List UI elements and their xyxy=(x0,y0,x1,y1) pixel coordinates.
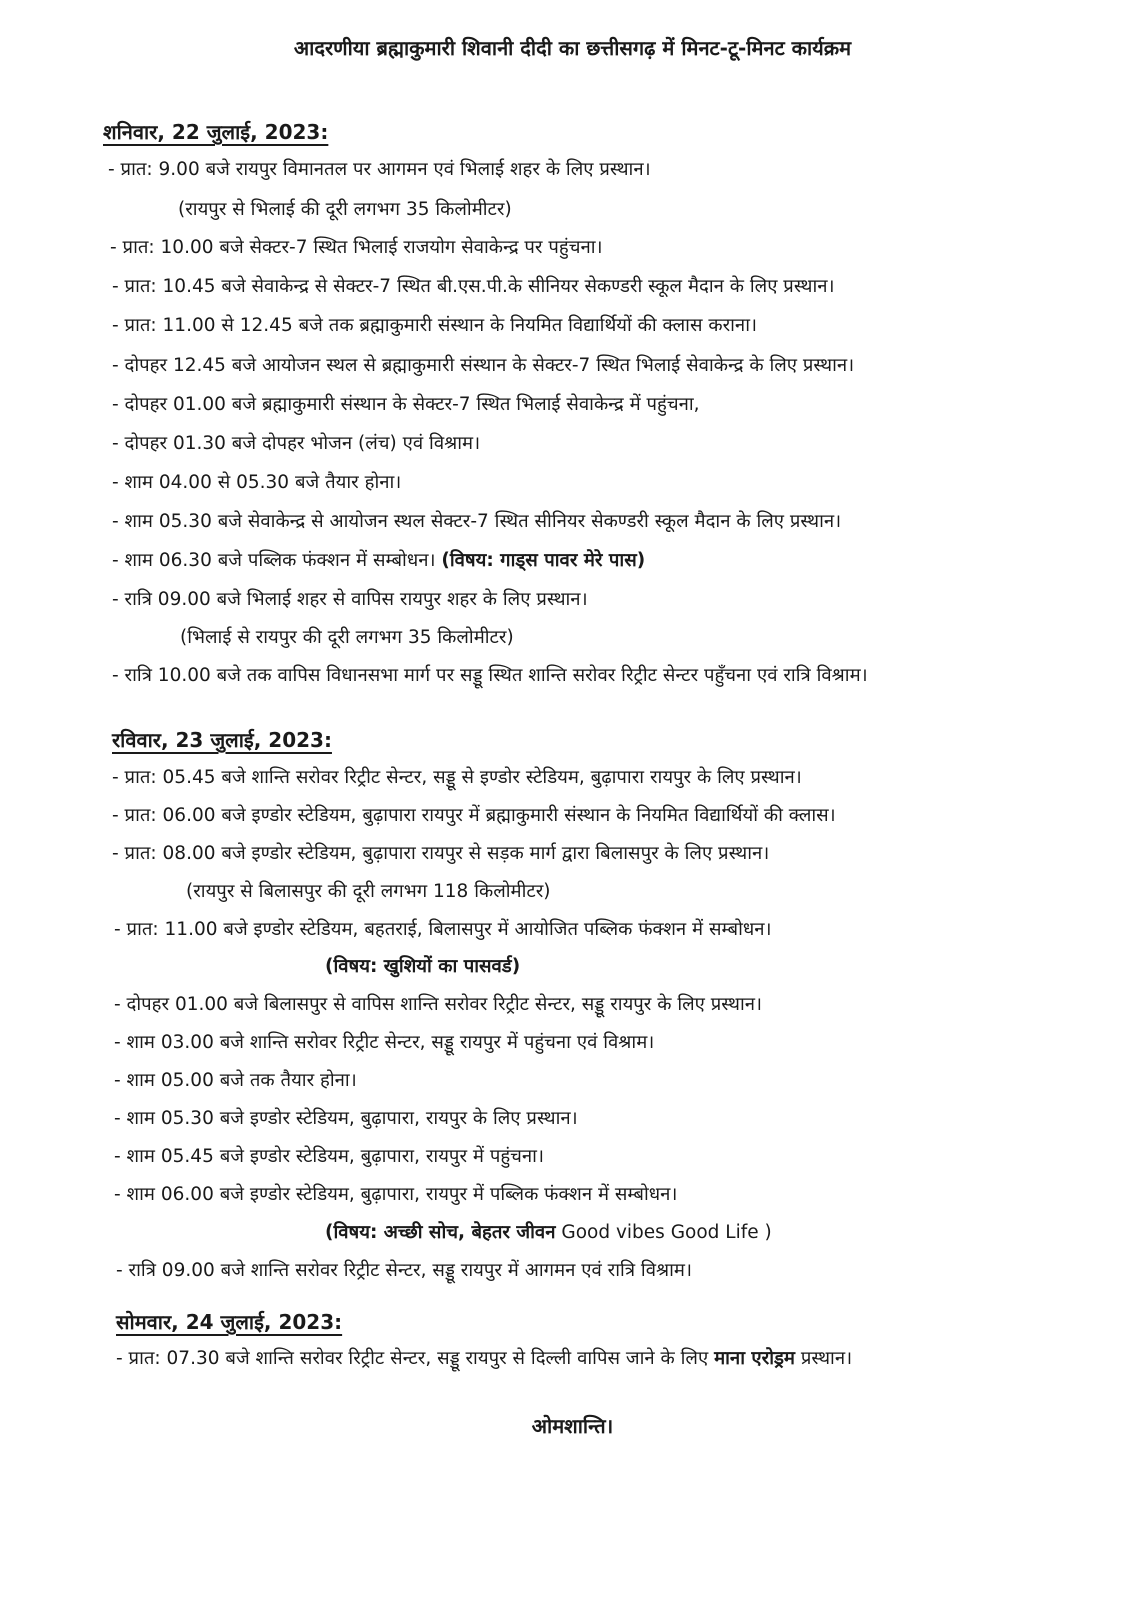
schedule-item: - शाम 05.45 बजे इण्डोर स्टेडियम, बुढ़ापारा, रायपुर में पहुंचना। xyxy=(114,1146,544,1167)
schedule-item: - प्रात: 10.00 बजे सेक्टर-7 स्थित भिलाई राजयोग सेवाकेन्द्र पर पहुंचना। xyxy=(110,237,603,258)
schedule-item: - प्रात: 05.45 बजे शान्ति सरोवर रिट्रीट सेन्टर, सड्डू से इण्डोर स्टेडियम, बुढ़ापारा रायपुर के लिए प्रस्थान। xyxy=(112,767,802,788)
schedule-note: (भिलाई से रायपुर की दूरी लगभग 35 किलोमीटर) xyxy=(180,627,514,648)
schedule-item: - प्रात: 11.00 से 12.45 बजे तक ब्रह्माकुमारी संस्थान के नियमित विद्यार्थियों की क्लास कराना। xyxy=(112,315,757,336)
schedule-item: - दोपहर 01.00 बजे ब्रह्माकुमारी संस्थान के सेक्टर-7 स्थित भिलाई सेवाकेन्द्र में पहुंचना, xyxy=(112,394,700,415)
schedule-item: - रात्रि 10.00 बजे तक वापिस विधानसभा मार्ग पर सड्डू स्थित शान्ति सरोवर रिट्रीट सेन्टर पहुँचना एवं रात्रि विश्राम। xyxy=(112,665,868,686)
schedule-item: - रात्रि 09.00 बजे शान्ति सरोवर रिट्रीट सेन्टर, सड्डू रायपुर में आगमन एवं रात्रि विश्राम। xyxy=(116,1260,692,1281)
schedule-item: - प्रात: 10.45 बजे सेवाकेन्द्र से सेक्टर-7 स्थित बी.एस.पी.के सीनियर सेकण्डरी स्कूल मैदान के लिए प्रस्थान। xyxy=(112,276,835,297)
day-heading-monday: सोमवार, 24 जुलाई, 2023: xyxy=(116,1310,343,1334)
schedule-item: - शाम 05.00 बजे तक तैयार होना। xyxy=(114,1070,357,1091)
closing-greeting: ओमशान्ति। xyxy=(531,1414,614,1438)
schedule-item: - दोपहर 01.00 बजे बिलासपुर से वापिस शान्ति सरोवर रिट्रीट सेन्टर, सड्डू रायपुर के लिए प्रस्थान। xyxy=(114,994,763,1015)
schedule-item: - दोपहर 12.45 बजे आयोजन स्थल से ब्रह्माकुमारी संस्थान के सेक्टर-7 स्थित भिलाई सेवाकेन्द्र के लिए प्रस्थान। xyxy=(112,355,855,376)
schedule-item: - रात्रि 09.00 बजे भिलाई शहर से वापिस रायपुर शहर के लिए प्रस्थान। xyxy=(112,589,588,610)
schedule-item-text: - प्रात: 07.30 बजे शान्ति सरोवर रिट्रीट सेन्टर, सड्डू रायपुर से दिल्ली वापिस जाने के लिए xyxy=(116,1348,709,1369)
schedule-item xyxy=(116,1347,852,1371)
topic-label-english: Good vibes Good Life ) xyxy=(561,1222,772,1243)
day-heading-sunday: रविवार, 23 जुलाई, 2023: xyxy=(112,728,332,752)
schedule-item: - शाम 06.00 बजे इण्डोर स्टेडियम, बुढ़ापारा, रायपुर में पब्लिक फंक्शन में सम्बोधन। xyxy=(114,1184,678,1205)
day-heading-saturday: शनिवार, 22 जुलाई, 2023: xyxy=(103,120,329,144)
schedule-item: - प्रात: 11.00 बजे इण्डोर स्टेडियम, बहतराई, बिलासपुर में आयोजित पब्लिक फंक्शन में सम्बोधन। xyxy=(114,919,772,940)
schedule-item: - प्रात: 08.00 बजे इण्डोर स्टेडियम, बुढ़ापारा रायपुर से सड़क मार्ग द्वारा बिलासपुर के लिए प्रस्थान। xyxy=(112,843,770,864)
schedule-item: - शाम 05.30 बजे इण्डोर स्टेडियम, बुढ़ापारा, रायपुर के लिए प्रस्थान। xyxy=(114,1108,578,1129)
schedule-item: - शाम 05.30 बजे सेवाकेन्द्र से आयोजन स्थल सेक्टर-7 स्थित सीनियर सेकण्डरी स्कूल मैदान के लिए प्रस्थान। xyxy=(112,511,842,532)
destination-label: माना एरोड्रम xyxy=(714,1348,795,1369)
schedule-item: - शाम 04.00 से 05.30 बजे तैयार होना। xyxy=(112,472,402,493)
topic-label xyxy=(325,1221,772,1245)
schedule-item-text-end: प्रस्थान। xyxy=(800,1348,853,1369)
schedule-item xyxy=(112,549,645,573)
schedule-note: (रायपुर से बिलासपुर की दूरी लगभग 118 किलोमीटर) xyxy=(186,881,551,902)
schedule-note: (रायपुर से भिलाई की दूरी लगभग 35 किलोमीटर) xyxy=(178,199,512,220)
schedule-item: - प्रात: 06.00 बजे इण्डोर स्टेडियम, बुढ़ापारा रायपुर में ब्रह्माकुमारी संस्थान के नियमित विद्यार्थियों की क्लास। xyxy=(112,805,836,826)
schedule-item-text: - शाम 06.30 बजे पब्लिक फंक्शन में सम्बोधन। xyxy=(112,550,436,571)
topic-label-hindi: (विषय: अच्छी सोच, बेहतर जीवन xyxy=(325,1222,556,1243)
topic-label: (विषय: गाड्स पावर मेरे पास) xyxy=(441,550,646,571)
topic-label: (विषय: खुशियों का पासवर्ड) xyxy=(325,956,521,977)
document-title: आदरणीया ब्रह्माकुमारी शिवानी दीदी का छत्तीसगढ़ में मिनट-टू-मिनट कार्यक्रम xyxy=(293,36,852,60)
schedule-item: - प्रात: 9.00 बजे रायपुर विमानतल पर आगमन एवं भिलाई शहर के लिए प्रस्थान। xyxy=(108,159,651,180)
schedule-item: - शाम 03.00 बजे शान्ति सरोवर रिट्रीट सेन्टर, सड्डू रायपुर में पहुंचना एवं विश्राम। xyxy=(114,1032,655,1053)
schedule-item: - दोपहर 01.30 बजे दोपहर भोजन (लंच) एवं विश्राम। xyxy=(112,433,481,454)
